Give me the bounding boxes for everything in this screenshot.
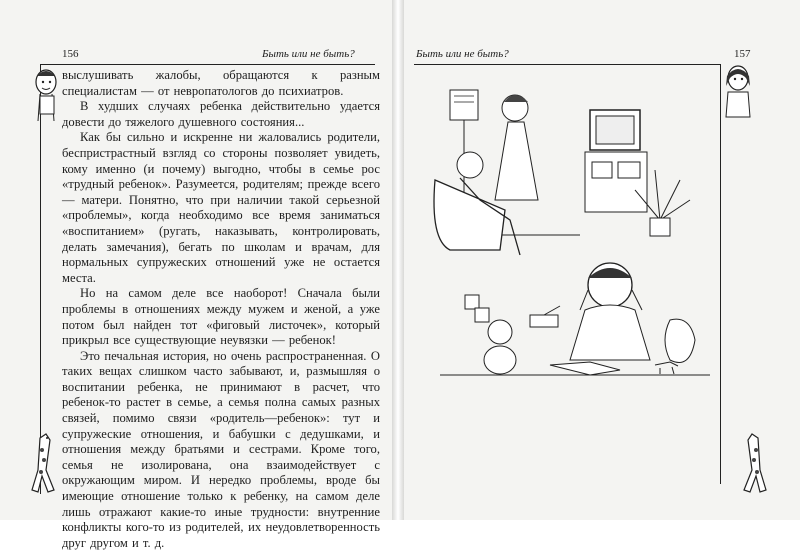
page-number-left: 156 <box>62 48 79 60</box>
book-gutter <box>392 0 404 520</box>
paragraph: В худших случаях ребенка действительно удается довести до тяжелого душевного состояния... <box>62 99 380 129</box>
page-number-right: 157 <box>734 48 751 60</box>
peeking-girl-icon <box>722 62 754 122</box>
running-title-right: Быть или не быть? <box>416 48 509 60</box>
paragraph: Это печальная история, но очень распространенная. О таких вещах слишком часто забывают, и, размышляя о воспитании ребенка, не принимают в расчет, что ребенок-то растет в семье, а семья полна самых разных связей, помимо связи «родитель—ребенок»: тут и супружеские отношения, и бабушки с дедушками, и отношения между братьями и сестрами. Кроме того, семья не изолирована, она взаимодействует с окружающим миром. И нередко проблемы, вроде бы имеющие отношение только к ребенку, на самом деле лишь отражают какие-то иные трудности: внутренние конфликты кого-то из родителей, их неудовлетворенность друг другом и т. д. <box>62 348 380 550</box>
header-rule-left <box>40 64 375 65</box>
paragraph: Как бы сильно и искренне ни жаловались родители, беспристрастный взгляд со стороны позволяет увидеть, кому именно (и почему) выгодно, чтобы в семье рос «трудный ребенок». Разумеется, родителям; прежде всего — матери. Понятно, что при наличии такой серьезной «проблемы», когда необходимо все время заниматься «воспитанием» (ругать, наказывать, контролировать, делать замечания), бегать по школам и врачам, для нормальных супружеских отношений уже не остается места. <box>62 130 380 285</box>
left-page-body <box>62 68 380 551</box>
frame-rule-right <box>720 64 721 484</box>
paragraph: выслушивать жалобы, обращаются к разным специалистам — от невропатологов до психиатров. <box>62 68 380 98</box>
giraffe-icon-right <box>734 430 770 500</box>
running-title-left: Быть или не быть? <box>262 48 355 60</box>
left-page <box>0 0 392 550</box>
family-cartoon-illustration <box>420 70 720 390</box>
paragraph: Но на самом деле все наоборот! Сначала были проблемы в отношениях между мужем и женой, а уже потом был найден тот «фиговый листочек», который прикрыл все существующие неувязки — ребенок! <box>62 286 380 348</box>
header-rule-right <box>414 64 720 65</box>
peeking-boy-icon <box>32 66 62 126</box>
giraffe-icon <box>28 430 64 500</box>
